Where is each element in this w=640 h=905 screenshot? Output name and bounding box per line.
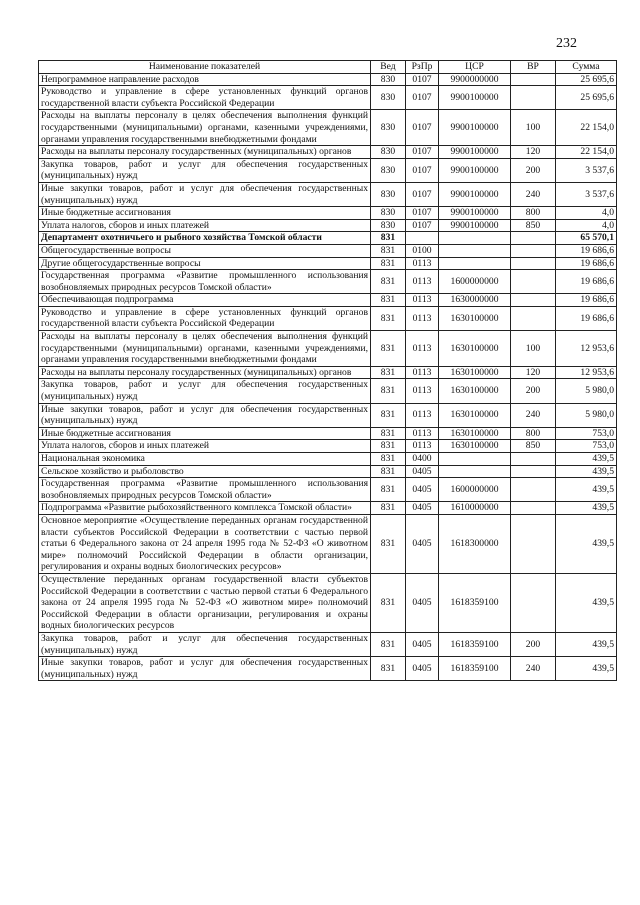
row-ved: 831 — [371, 306, 406, 330]
row-sum: 5 980,0 — [556, 403, 617, 427]
row-csr: 9900100000 — [439, 182, 511, 206]
table-header-row — [39, 61, 617, 74]
row-vr — [511, 573, 556, 632]
row-sum: 25 695,6 — [556, 73, 617, 86]
row-sum: 19 686,6 — [556, 244, 617, 257]
row-sum: 19 686,6 — [556, 294, 617, 307]
table-row — [39, 514, 617, 573]
row-rzpr: 0113 — [406, 294, 439, 307]
row-csr: 1630100000 — [439, 379, 511, 403]
row-rzpr: 0405 — [406, 514, 439, 573]
row-rzpr: 0107 — [406, 219, 439, 232]
row-vr — [511, 294, 556, 307]
row-rzpr: 0113 — [406, 440, 439, 453]
row-csr — [439, 257, 511, 270]
row-name: Иные закупки товаров, работ и услуг для обеспечения государственных (муниципальных) нужд — [39, 182, 371, 206]
row-vr — [511, 86, 556, 110]
row-ved: 830 — [371, 207, 406, 220]
row-name: Иные бюджетные ассигнования — [39, 427, 371, 440]
table-row — [39, 110, 617, 146]
row-vr — [511, 257, 556, 270]
row-vr — [511, 73, 556, 86]
table-row — [39, 465, 617, 478]
row-csr: 1618359100 — [439, 657, 511, 681]
row-name: Основное мероприятие «Осуществление переданных органам государственной власти субъектов Российской Федерации в соответствии с частью первой статьи 6 Федерального закона от 24 апреля 1995 года № 52-ФЗ «О животном мире» полномочий Российской Федерации в области организации, регулирования и охраны водных биологических ресурсов» — [39, 514, 371, 573]
row-vr — [511, 453, 556, 466]
row-sum: 3 537,6 — [556, 158, 617, 182]
row-vr — [511, 514, 556, 573]
row-ved: 830 — [371, 158, 406, 182]
header-rzpr: РзПр — [406, 61, 439, 74]
table-row — [39, 379, 617, 403]
row-csr: 1630100000 — [439, 403, 511, 427]
page-number: 232 — [556, 36, 577, 51]
row-vr: 850 — [511, 440, 556, 453]
table-row — [39, 427, 617, 440]
table-row — [39, 207, 617, 220]
row-rzpr: 0405 — [406, 502, 439, 515]
table-row — [39, 146, 617, 159]
header-vr: ВР — [511, 61, 556, 74]
table-row — [39, 182, 617, 206]
table-row — [39, 86, 617, 110]
row-ved: 831 — [371, 514, 406, 573]
row-rzpr — [406, 232, 439, 245]
row-csr: 9900100000 — [439, 146, 511, 159]
row-ved: 831 — [371, 379, 406, 403]
row-ved: 831 — [371, 232, 406, 245]
row-rzpr: 0113 — [406, 379, 439, 403]
row-vr: 120 — [511, 146, 556, 159]
row-ved: 831 — [371, 366, 406, 379]
row-name: Закупка товаров, работ и услуг для обеспечения государственных (муниципальных) нужд — [39, 379, 371, 403]
row-vr: 120 — [511, 366, 556, 379]
row-rzpr: 0113 — [406, 366, 439, 379]
row-name: Подпрограмма «Развитие рыбохозяйственного комплекса Томской области» — [39, 502, 371, 515]
row-csr: 9900100000 — [439, 158, 511, 182]
row-ved: 830 — [371, 219, 406, 232]
row-name: Иные закупки товаров, работ и услуг для обеспечения государственных (муниципальных) нужд — [39, 657, 371, 681]
row-ved: 830 — [371, 182, 406, 206]
row-vr: 200 — [511, 632, 556, 656]
row-sum: 22 154,0 — [556, 110, 617, 146]
row-csr — [439, 244, 511, 257]
row-ved: 831 — [371, 453, 406, 466]
row-ved: 830 — [371, 73, 406, 86]
row-rzpr: 0113 — [406, 257, 439, 270]
header-name: Наименование показателей — [39, 61, 371, 74]
row-csr: 9900100000 — [439, 86, 511, 110]
header-sum: Сумма — [556, 61, 617, 74]
row-sum: 439,5 — [556, 465, 617, 478]
row-csr: 9900100000 — [439, 207, 511, 220]
row-ved: 831 — [371, 502, 406, 515]
row-name: Общегосударственные вопросы — [39, 244, 371, 257]
row-csr — [439, 465, 511, 478]
row-ved: 831 — [371, 331, 406, 367]
row-sum: 4,0 — [556, 207, 617, 220]
row-csr: 1618359100 — [439, 573, 511, 632]
table-row — [39, 219, 617, 232]
row-sum: 3 537,6 — [556, 182, 617, 206]
table-row — [39, 244, 617, 257]
row-ved: 830 — [371, 86, 406, 110]
row-csr: 1600000000 — [439, 478, 511, 502]
table-body — [39, 73, 617, 681]
row-sum: 439,5 — [556, 657, 617, 681]
row-sum: 65 570,1 — [556, 232, 617, 245]
table-row — [39, 306, 617, 330]
table-row — [39, 257, 617, 270]
row-ved: 831 — [371, 478, 406, 502]
row-name: Расходы на выплаты персоналу в целях обеспечения выполнения функций государственными (муниципальными) органами, казенными учреждениями, органами управления государственными внебюджетными фондами — [39, 331, 371, 367]
header-csr: ЦСР — [439, 61, 511, 74]
row-csr — [439, 232, 511, 245]
row-rzpr: 0107 — [406, 110, 439, 146]
row-ved: 831 — [371, 657, 406, 681]
row-name: Расходы на выплаты персоналу в целях обеспечения выполнения функций государственными (муниципальными) органами, казенными учреждениями, органами управления государственными внебюджетными фондами — [39, 110, 371, 146]
header-ved: Вед — [371, 61, 406, 74]
table-row — [39, 440, 617, 453]
row-csr: 1630100000 — [439, 306, 511, 330]
row-vr: 240 — [511, 657, 556, 681]
row-csr: 9900100000 — [439, 110, 511, 146]
row-name: Уплата налогов, сборов и иных платежей — [39, 440, 371, 453]
row-rzpr: 0107 — [406, 146, 439, 159]
row-ved: 831 — [371, 294, 406, 307]
row-csr: 1618300000 — [439, 514, 511, 573]
row-rzpr: 0113 — [406, 331, 439, 367]
row-sum: 12 953,6 — [556, 366, 617, 379]
row-name: Национальная экономика — [39, 453, 371, 466]
row-rzpr: 0107 — [406, 86, 439, 110]
row-rzpr: 0107 — [406, 73, 439, 86]
row-name: Государственная программа «Развитие промышленного использования возобновляемых природных ресурсов Томской области» — [39, 478, 371, 502]
row-ved: 831 — [371, 244, 406, 257]
row-vr — [511, 270, 556, 294]
row-csr: 1630100000 — [439, 366, 511, 379]
row-rzpr: 0405 — [406, 632, 439, 656]
row-csr: 1630100000 — [439, 440, 511, 453]
row-ved: 831 — [371, 427, 406, 440]
row-rzpr: 0405 — [406, 573, 439, 632]
table-row — [39, 366, 617, 379]
row-sum: 22 154,0 — [556, 146, 617, 159]
row-rzpr: 0113 — [406, 403, 439, 427]
row-sum: 439,5 — [556, 573, 617, 632]
row-ved: 831 — [371, 403, 406, 427]
table-row — [39, 573, 617, 632]
row-csr: 1630100000 — [439, 427, 511, 440]
row-rzpr: 0100 — [406, 244, 439, 257]
row-name: Закупка товаров, работ и услуг для обеспечения государственных (муниципальных) нужд — [39, 632, 371, 656]
row-vr: 240 — [511, 182, 556, 206]
row-name: Иные закупки товаров, работ и услуг для обеспечения государственных (муниципальных) нужд — [39, 403, 371, 427]
row-rzpr: 0400 — [406, 453, 439, 466]
row-name: Другие общегосударственные вопросы — [39, 257, 371, 270]
row-rzpr: 0113 — [406, 306, 439, 330]
row-csr: 1610000000 — [439, 502, 511, 515]
row-rzpr: 0405 — [406, 657, 439, 681]
row-sum: 12 953,6 — [556, 331, 617, 367]
row-sum: 4,0 — [556, 219, 617, 232]
row-vr — [511, 232, 556, 245]
row-vr: 200 — [511, 379, 556, 403]
row-csr: 1630000000 — [439, 294, 511, 307]
row-ved: 831 — [371, 573, 406, 632]
row-name: Непрограммное направление расходов — [39, 73, 371, 86]
table-row — [39, 331, 617, 367]
row-ved: 830 — [371, 110, 406, 146]
row-vr — [511, 465, 556, 478]
row-csr: 9900100000 — [439, 219, 511, 232]
row-name: Руководство и управление в сфере установленных функций органов государственной власти субъекта Российской Федерации — [39, 306, 371, 330]
row-vr: 100 — [511, 110, 556, 146]
row-csr: 9900000000 — [439, 73, 511, 86]
row-ved: 831 — [371, 632, 406, 656]
row-name: Расходы на выплаты персоналу государственных (муниципальных) органов — [39, 146, 371, 159]
row-name: Сельское хозяйство и рыболовство — [39, 465, 371, 478]
row-rzpr: 0405 — [406, 478, 439, 502]
row-name: Департамент охотничьего и рыбного хозяйства Томской области — [39, 232, 371, 245]
row-ved: 831 — [371, 440, 406, 453]
row-sum: 19 686,6 — [556, 306, 617, 330]
row-vr — [511, 306, 556, 330]
row-rzpr: 0107 — [406, 207, 439, 220]
row-rzpr: 0113 — [406, 427, 439, 440]
table-row — [39, 502, 617, 515]
row-sum: 439,5 — [556, 478, 617, 502]
row-csr — [439, 453, 511, 466]
row-sum: 19 686,6 — [556, 257, 617, 270]
row-csr: 1618359100 — [439, 632, 511, 656]
row-sum: 19 686,6 — [556, 270, 617, 294]
row-rzpr: 0107 — [406, 158, 439, 182]
table-row — [39, 158, 617, 182]
row-name: Закупка товаров, работ и услуг для обеспечения государственных (муниципальных) нужд — [39, 158, 371, 182]
row-name: Расходы на выплаты персоналу государственных (муниципальных) органов — [39, 366, 371, 379]
table-row — [39, 403, 617, 427]
row-vr: 240 — [511, 403, 556, 427]
row-sum: 439,5 — [556, 453, 617, 466]
row-rzpr: 0107 — [406, 182, 439, 206]
row-name: Обеспечивающая подпрограмма — [39, 294, 371, 307]
row-rzpr: 0405 — [406, 465, 439, 478]
row-sum: 5 980,0 — [556, 379, 617, 403]
row-sum: 25 695,6 — [556, 86, 617, 110]
table-row — [39, 632, 617, 656]
row-vr: 200 — [511, 158, 556, 182]
row-csr: 1630100000 — [439, 331, 511, 367]
row-sum: 753,0 — [556, 440, 617, 453]
table-row — [39, 657, 617, 681]
row-sum: 439,5 — [556, 632, 617, 656]
row-name: Уплата налогов, сборов и иных платежей — [39, 219, 371, 232]
row-vr — [511, 244, 556, 257]
row-vr: 800 — [511, 427, 556, 440]
row-vr: 100 — [511, 331, 556, 367]
row-vr — [511, 502, 556, 515]
row-csr: 1600000000 — [439, 270, 511, 294]
row-sum: 439,5 — [556, 514, 617, 573]
table-row — [39, 478, 617, 502]
table-row — [39, 270, 617, 294]
row-name: Осуществление переданных органам государственной власти субъектов Российской Федерации в соответствии с частью первой статьи 6 Федерального закона от 24 апреля 1995 года № 52-ФЗ «О животном мире» полномочий Российской Федерации в области организации, регулирования и охраны водных биологических ресурсов — [39, 573, 371, 632]
row-name: Руководство и управление в сфере установленных функций органов государственной власти субъекта Российской Федерации — [39, 86, 371, 110]
row-vr: 850 — [511, 219, 556, 232]
row-ved: 830 — [371, 146, 406, 159]
row-ved: 831 — [371, 270, 406, 294]
row-vr — [511, 478, 556, 502]
row-name: Государственная программа «Развитие промышленного использования возобновляемых природных ресурсов Томской области» — [39, 270, 371, 294]
budget-table — [38, 60, 617, 681]
row-ved: 831 — [371, 257, 406, 270]
row-ved: 831 — [371, 465, 406, 478]
table-row — [39, 232, 617, 245]
row-vr: 800 — [511, 207, 556, 220]
row-sum: 439,5 — [556, 502, 617, 515]
row-name: Иные бюджетные ассигнования — [39, 207, 371, 220]
table-row — [39, 73, 617, 86]
table-row — [39, 453, 617, 466]
table-row — [39, 294, 617, 307]
row-sum: 753,0 — [556, 427, 617, 440]
row-rzpr: 0113 — [406, 270, 439, 294]
